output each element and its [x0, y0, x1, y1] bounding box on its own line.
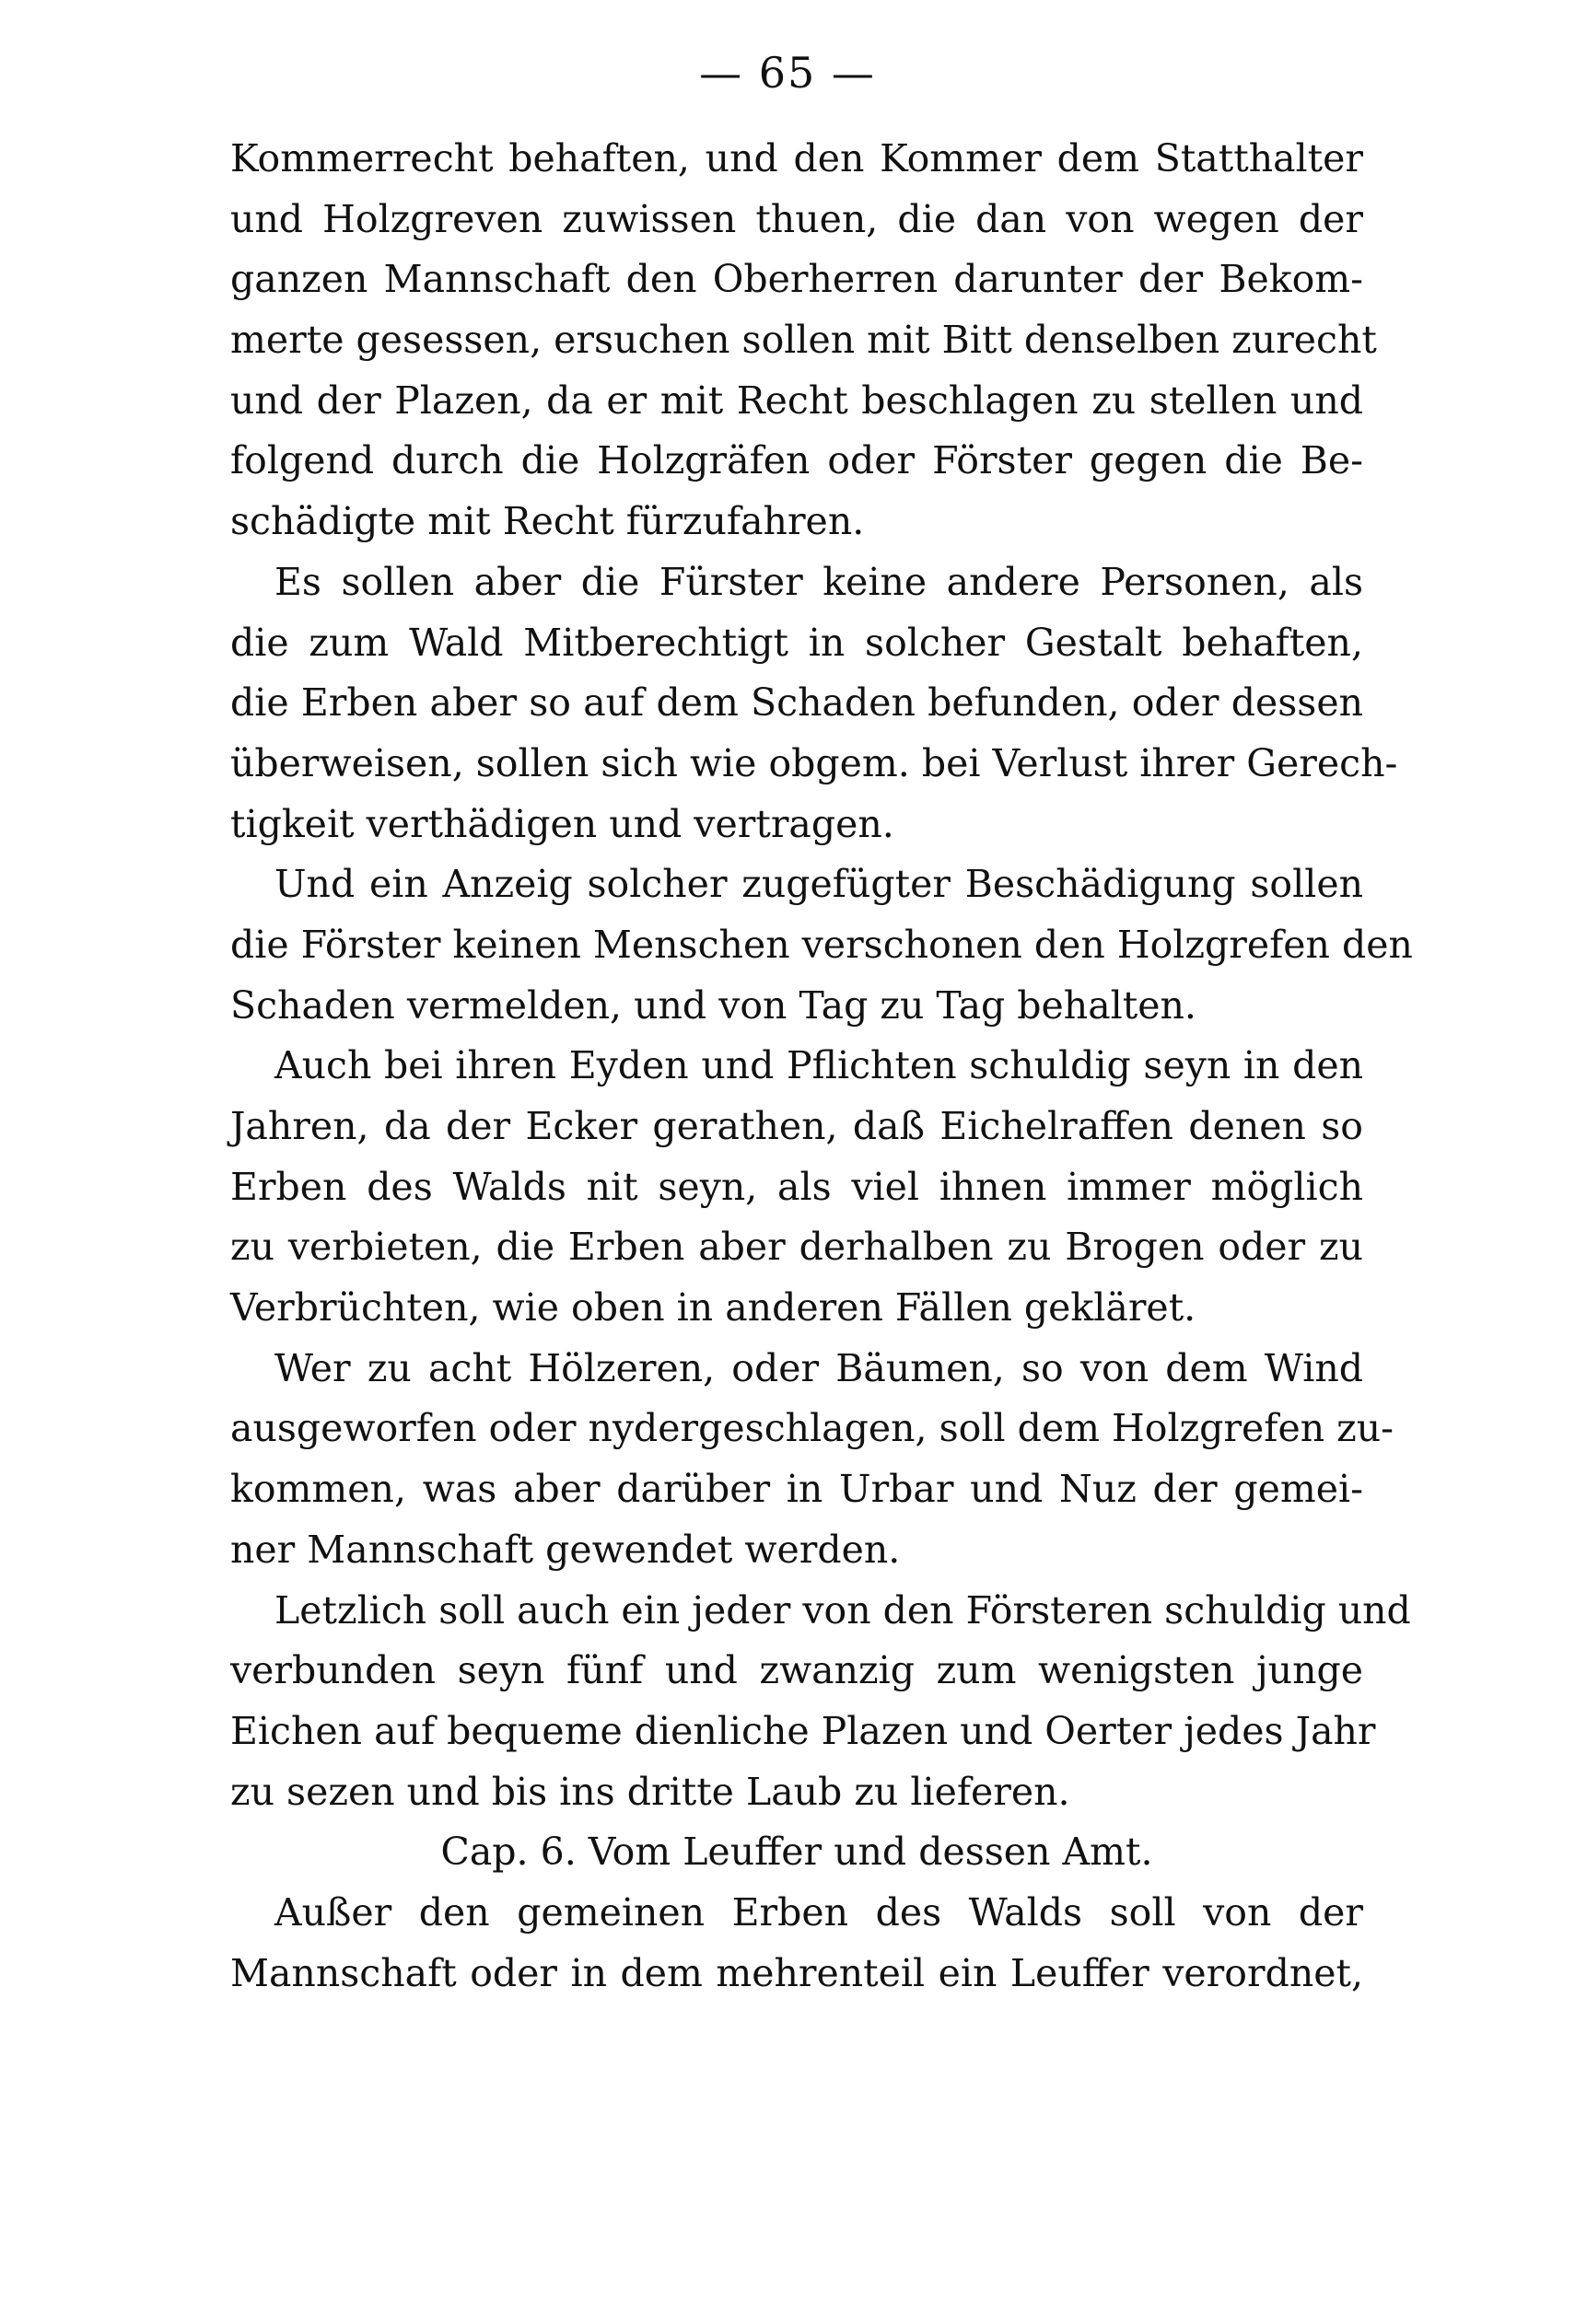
paragraph-start-line: Und ein Anzeig solcher zugefügter Beschädigung sollen — [274, 862, 1363, 907]
text-line: ganzen Mannschaft den Oberherren darunter der Bekom- — [230, 257, 1363, 302]
paragraph-start-line: Es sollen aber die Fürster keine andere Personen, als — [274, 559, 1363, 604]
text-line: Kommerrecht behaften, und den Kommer dem Statthalter — [230, 136, 1363, 180]
text-line: die Förster keinen Menschen verschonen den Holzgrefen den — [230, 922, 1413, 967]
text-line: schädigte mit Recht fürzufahren. — [230, 499, 865, 544]
text-line: und Holzgreven zuwissen thuen, die dan von wegen der — [230, 196, 1363, 241]
text-line: die zum Wald Mitberechtigt in solcher Gestalt behaften, — [230, 620, 1363, 665]
paragraph-start-line: Außer den gemeinen Erben des Walds soll von der — [274, 1889, 1363, 1935]
text-line: zu sezen und bis ins dritte Laub zu lieferen. — [230, 1769, 1070, 1814]
text-line: Schaden vermelden, und von Tag zu Tag behalten. — [230, 982, 1196, 1028]
text-line: zu verbieten, die Erben aber derhalben zu Brogen oder zu — [230, 1225, 1363, 1270]
text-line: kommen, was aber darüber in Urbar und Nuz der gemei- — [230, 1467, 1363, 1512]
body-text — [230, 129, 1413, 2004]
text-line: merte gesessen, ersuchen sollen mit Bitt denselben zurecht — [230, 318, 1377, 363]
text-line: ausgeworfen oder nydergeschlagen, soll dem Holzgrefen zu- — [230, 1406, 1394, 1451]
text-line: Eichen auf bequeme dienliche Plazen und Oerter jedes Jahr — [230, 1708, 1376, 1753]
text-line: tigkeit verthädigen und vertragen. — [230, 801, 894, 846]
page-number: — 65 — — [699, 48, 876, 98]
text-line: die Erben aber so auf dem Schaden befunden, oder dessen — [230, 680, 1363, 726]
chapter-heading: Cap. 6. Vom Leuffer und dessen Amt. — [440, 1830, 1153, 1875]
text-line: Jahren, da der Ecker gerathen, daß Eichelraffen denen so — [230, 1104, 1363, 1148]
paragraph-start-line: Wer zu acht Hölzeren, oder Bäumen, so von dem Wind — [274, 1345, 1363, 1390]
text-line: Verbrüchten, wie oben in anderen Fällen gekläret. — [230, 1285, 1196, 1330]
text-line: folgend durch die Holzgräfen oder Förster gegen die Be- — [230, 438, 1363, 483]
text-line: überweisen, sollen sich wie obgem. bei Verlust ihrer Gerech- — [230, 740, 1398, 785]
text-line: Erben des Walds nit seyn, als viel ihnen immer möglich — [230, 1164, 1363, 1209]
text-line: ner Mannschaft gewendet werden. — [230, 1527, 901, 1572]
text-line: verbunden seyn fünf und zwanzig zum wenigsten junge — [230, 1648, 1363, 1693]
paragraph-start-line: Letzlich soll auch ein jeder von den Försteren schuldig und — [274, 1587, 1411, 1633]
text-line: und der Plazen, da er mit Recht beschlagen zu stellen und — [230, 378, 1363, 423]
text-line: Mannschaft oder in dem mehrenteil ein Leuffer verordnet, — [230, 1950, 1363, 1995]
paragraph-start-line: Auch bei ihren Eyden und Pflichten schuldig seyn in den — [274, 1043, 1363, 1088]
